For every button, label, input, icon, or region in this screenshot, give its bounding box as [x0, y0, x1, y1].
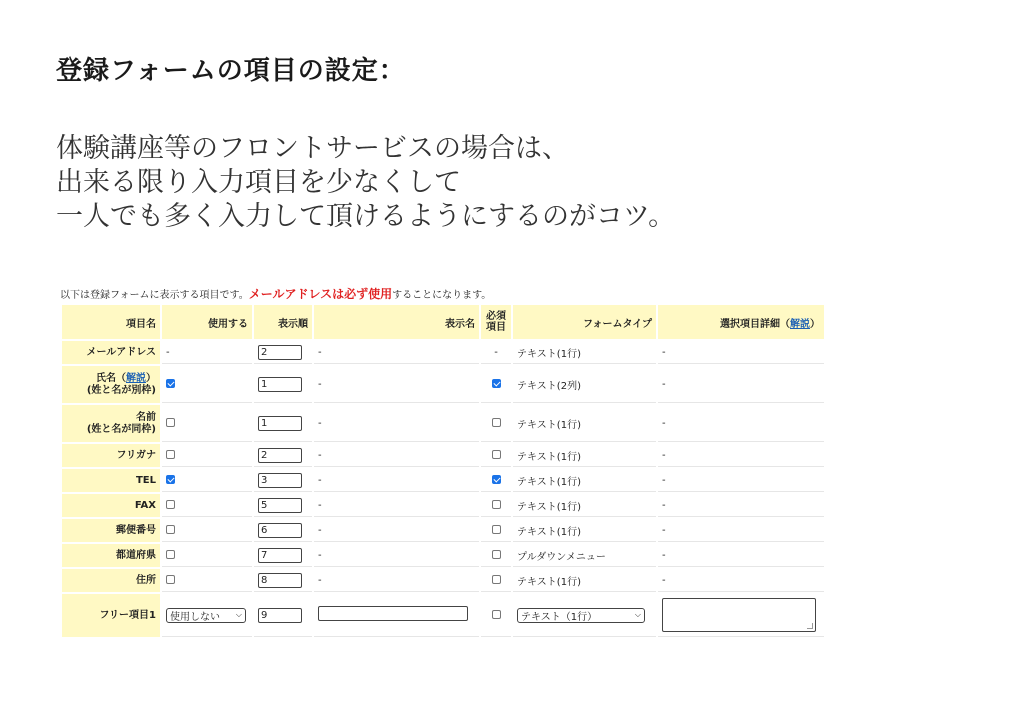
- row-display-value: -: [314, 469, 479, 492]
- required-checkbox-icon[interactable]: [492, 500, 501, 509]
- table-row: [62, 594, 824, 637]
- row-name: 郵便番号: [62, 519, 160, 542]
- required-checkbox-icon[interactable]: [492, 525, 501, 534]
- row-form-type: テキスト(1行): [513, 569, 656, 592]
- required-checkbox-icon[interactable]: [492, 475, 501, 484]
- slide-title: 登録フォームの項目の設定：: [56, 56, 406, 86]
- row-use-cell: [162, 469, 252, 492]
- table-row: [62, 366, 824, 403]
- row-display-value: -: [314, 405, 479, 442]
- row-order-cell: [254, 544, 312, 567]
- detail-help-link[interactable]: 解説: [790, 318, 810, 330]
- row-name-line1-end: ）: [146, 372, 156, 384]
- order-input[interactable]: 9: [258, 608, 302, 623]
- row-use-cell: [162, 519, 252, 542]
- row-detail: -: [658, 544, 824, 567]
- table-row: [62, 544, 824, 567]
- row-order-cell: [254, 405, 312, 442]
- table-row: [62, 444, 824, 467]
- row-use-cell: [162, 405, 252, 442]
- row-detail: -: [658, 444, 824, 467]
- row-required-cell: [481, 544, 511, 567]
- row-form-type: テキスト(1行): [513, 469, 656, 492]
- row-order-cell: [254, 519, 312, 542]
- row-use-cell: [162, 544, 252, 567]
- row-name: [62, 405, 160, 442]
- chevron-down-icon: ⌵: [634, 610, 641, 619]
- use-checkbox-icon[interactable]: [166, 379, 175, 388]
- use-checkbox-icon[interactable]: [166, 575, 175, 584]
- row-display-value: -: [314, 519, 479, 542]
- row-required-cell: [481, 444, 511, 467]
- use-select[interactable]: [166, 608, 246, 623]
- required-checkbox-icon[interactable]: [492, 450, 501, 459]
- row-name: FAX: [62, 494, 160, 517]
- row-required-cell: [481, 494, 511, 517]
- row-display-value: -: [314, 494, 479, 517]
- required-checkbox-icon[interactable]: [492, 575, 501, 584]
- required-checkbox-icon[interactable]: [492, 550, 501, 559]
- row-detail-cell: [658, 594, 824, 637]
- row-display-value: -: [314, 341, 479, 364]
- row-order-cell: [254, 366, 312, 403]
- form-type-select[interactable]: [517, 608, 645, 623]
- row-required-cell: [481, 594, 511, 637]
- header-order: 表示順: [254, 305, 312, 339]
- notice-warning: メールアドレスは必ず使用: [248, 287, 393, 301]
- row-use-value: -: [162, 341, 252, 364]
- row-use-cell: [162, 366, 252, 403]
- row-order-cell: [254, 469, 312, 492]
- display-name-input[interactable]: [318, 606, 468, 621]
- order-input[interactable]: 6: [258, 523, 302, 538]
- row-required-cell: [481, 569, 511, 592]
- name-help-link[interactable]: 解説: [126, 372, 146, 384]
- header-required-line1: 必須: [486, 311, 506, 322]
- row-form-type: テキスト(1行): [513, 494, 656, 517]
- row-name: フリー項目1: [62, 594, 160, 637]
- row-use-cell: [162, 444, 252, 467]
- row-display-value: -: [314, 444, 479, 467]
- order-input[interactable]: 1: [258, 377, 302, 392]
- order-input[interactable]: 7: [258, 548, 302, 563]
- row-detail: -: [658, 469, 824, 492]
- row-detail: -: [658, 405, 824, 442]
- intro-text: [56, 132, 675, 234]
- table-row: [62, 519, 824, 542]
- row-use-cell: [162, 594, 252, 637]
- use-checkbox-icon[interactable]: [166, 475, 175, 484]
- row-display-cell: [314, 594, 479, 637]
- row-required-value: -: [481, 341, 511, 364]
- intro-line: 一人でも多く入力して頂けるようにするのがコツ。: [56, 201, 676, 232]
- use-checkbox-icon[interactable]: [166, 550, 175, 559]
- row-name: メールアドレス: [62, 341, 160, 364]
- form-notice: [60, 285, 491, 302]
- row-order-cell: [254, 444, 312, 467]
- header-detail: [658, 305, 824, 339]
- row-form-type: テキスト(1行): [513, 405, 656, 442]
- row-form-type: テキスト(1行): [513, 444, 656, 467]
- intro-line: 出来る限り入力項目を少なくして: [56, 167, 461, 198]
- row-form-type: テキスト(1行): [513, 519, 656, 542]
- required-checkbox-icon[interactable]: [492, 610, 501, 619]
- header-name: 項目名: [62, 305, 160, 339]
- row-use-cell: [162, 569, 252, 592]
- row-name-line1: 氏名（: [96, 372, 126, 384]
- row-order-cell: [254, 569, 312, 592]
- header-required-line2: 項目: [486, 322, 506, 333]
- table-header-row: [62, 305, 824, 339]
- row-display-value: -: [314, 366, 479, 403]
- notice-prefix: 以下は登録フォームに表示する項目です。: [60, 290, 249, 301]
- header-display-name: 表示名: [314, 305, 479, 339]
- row-detail: -: [658, 519, 824, 542]
- use-checkbox-icon[interactable]: [166, 500, 175, 509]
- row-order-cell: [254, 341, 312, 364]
- row-required-cell: [481, 366, 511, 403]
- use-checkbox-icon[interactable]: [166, 450, 175, 459]
- row-name: 住所: [62, 569, 160, 592]
- order-input[interactable]: 3: [258, 473, 302, 488]
- order-input[interactable]: 8: [258, 573, 302, 588]
- required-checkbox-icon[interactable]: [492, 379, 501, 388]
- header-detail-close: ）: [810, 318, 820, 330]
- row-name: TEL: [62, 469, 160, 492]
- row-use-cell: [162, 494, 252, 517]
- use-checkbox-icon[interactable]: [166, 525, 175, 534]
- order-input[interactable]: 1: [258, 416, 302, 431]
- header-use: 使用する: [162, 305, 252, 339]
- row-name: [62, 366, 160, 403]
- row-form-type: プルダウンメニュー: [513, 544, 656, 567]
- row-name-line2: (姓と名が同枠): [86, 423, 156, 435]
- row-name-line1: 名前: [136, 411, 156, 423]
- row-required-cell: [481, 405, 511, 442]
- table-row: [62, 569, 824, 592]
- row-detail: -: [658, 494, 824, 517]
- row-detail: -: [658, 569, 824, 592]
- notice-suffix: することになります。: [392, 290, 492, 301]
- row-display-value: -: [314, 569, 479, 592]
- row-name: 都道府県: [62, 544, 160, 567]
- use-select-value: 使用しない: [170, 611, 220, 623]
- header-form-type: フォームタイプ: [513, 305, 656, 339]
- order-input[interactable]: 2: [258, 345, 302, 360]
- form-type-select-value: テキスト（1行）: [521, 611, 598, 623]
- row-name-line2: (姓と名が別枠): [86, 384, 156, 396]
- row-order-cell: [254, 594, 312, 637]
- detail-textarea[interactable]: [662, 598, 816, 632]
- row-required-cell: [481, 469, 511, 492]
- intro-line: 体験講座等のフロントサービスの場合は、: [56, 133, 569, 164]
- table-row: [62, 341, 824, 364]
- row-required-cell: [481, 519, 511, 542]
- row-type-cell: [513, 594, 656, 637]
- order-input[interactable]: 5: [258, 498, 302, 513]
- table-row: [62, 469, 824, 492]
- table-row: [62, 405, 824, 442]
- form-items-table: [60, 303, 826, 639]
- chevron-down-icon: ⌵: [235, 610, 242, 619]
- table-row: [62, 494, 824, 517]
- header-detail-label: 選択項目詳細（: [720, 318, 790, 330]
- order-input[interactable]: 2: [258, 448, 302, 463]
- row-detail: -: [658, 366, 824, 403]
- use-checkbox-icon[interactable]: [166, 418, 175, 427]
- row-detail: -: [658, 341, 824, 364]
- row-form-type: テキスト(2列): [513, 366, 656, 403]
- row-form-type: テキスト(1行): [513, 341, 656, 364]
- header-required: [481, 305, 511, 339]
- required-checkbox-icon[interactable]: [492, 418, 501, 427]
- row-order-cell: [254, 494, 312, 517]
- row-name: フリガナ: [62, 444, 160, 467]
- row-display-value: -: [314, 544, 479, 567]
